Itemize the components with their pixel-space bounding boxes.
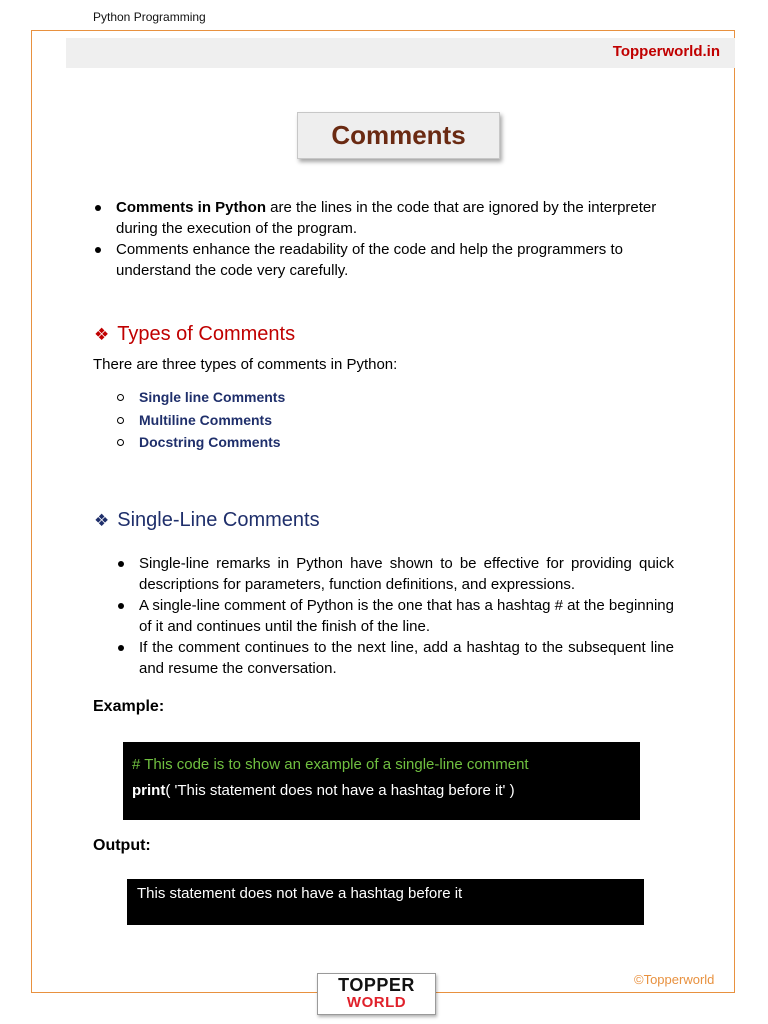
types-heading-text: Types of Comments (117, 323, 296, 345)
single-line-section (116, 553, 674, 679)
list-item (93, 239, 683, 281)
intro-list (93, 197, 683, 281)
code-keyword: print (132, 782, 166, 799)
diamond-bullet-icon: ❖ (94, 324, 110, 344)
running-head: Python Programming (93, 10, 206, 24)
code-statement-line (132, 778, 631, 804)
list-item: A single-line comment of Python is the one that has a hashtag # at the beginning of it and continues until the finish of the line. (116, 595, 674, 637)
topperworld-logo (317, 973, 436, 1015)
intro-text: are the lines in the code that are ignored by the interpreter during the execution of the program. (116, 199, 657, 237)
types-intro: There are three types of comments in Python: (93, 356, 398, 373)
brand-name: Topperworld.in (612, 43, 720, 60)
code-comment-line: # This code is to show an example of a single-line comment (132, 756, 529, 773)
list-item: Docstring Comments (116, 431, 285, 454)
list-item: Multiline Comments (116, 409, 285, 432)
output-label: Output: (93, 837, 151, 854)
output-text: This statement does not have a hashtag before it (137, 885, 463, 902)
list-item: If the comment continues to the next line, add a hashtag to the subsequent line and resume the conversation. (116, 637, 674, 679)
intro-section (93, 197, 683, 281)
list-item (93, 197, 683, 239)
list-item: Single line Comments (116, 386, 285, 409)
page-title: Comments (331, 120, 466, 150)
list-item: Single-line remarks in Python have shown to be effective for providing quick descriptions for parameters, function definitions, and expressions. (116, 553, 674, 595)
code-args: ( 'This statement does not have a hashtag before it' ) (165, 782, 515, 799)
example-label: Example: (93, 698, 165, 715)
intro-term: Comments in Python (116, 199, 267, 216)
title-box (297, 112, 500, 159)
types-list (116, 386, 285, 454)
logo-top-text: TOPPER (338, 975, 415, 995)
single-line-heading-text: Single-Line Comments (117, 509, 320, 531)
code-block (123, 742, 640, 820)
single-line-list (116, 553, 674, 679)
logo-bottom-text: WORLD (346, 994, 407, 1011)
diamond-bullet-icon: ❖ (94, 510, 110, 530)
types-heading (94, 323, 295, 346)
intro-text: Comments enhance the readability of the code and help the programmers to understand the code very carefully. (116, 241, 623, 279)
output-block (127, 879, 644, 925)
single-line-heading (94, 509, 320, 532)
copyright-notice: ©Topperworld (634, 972, 715, 987)
